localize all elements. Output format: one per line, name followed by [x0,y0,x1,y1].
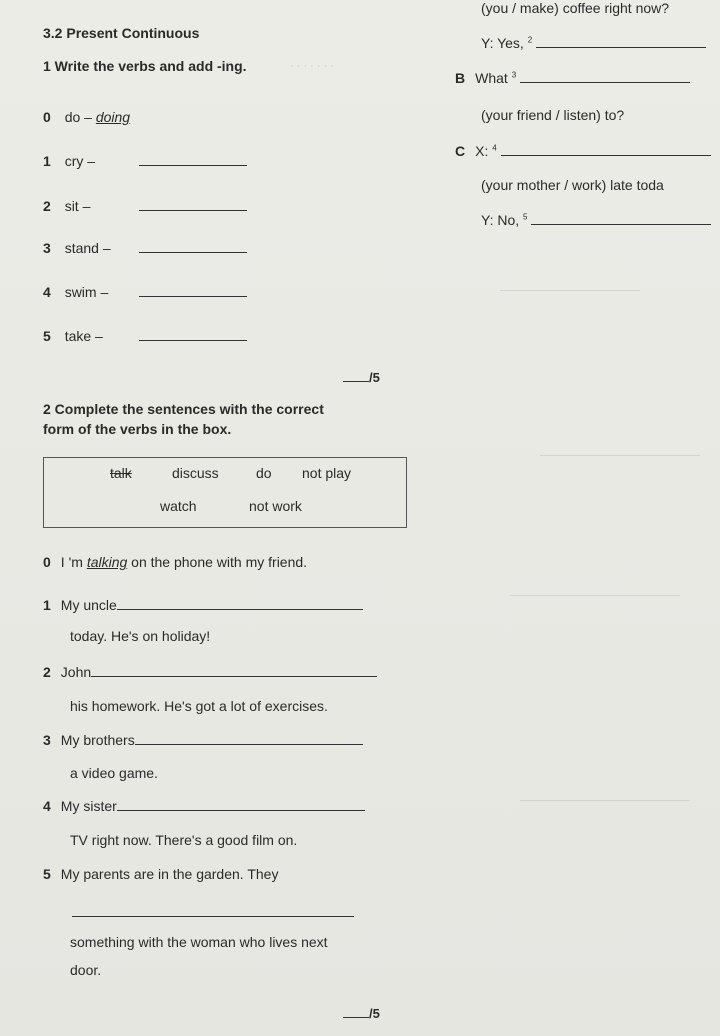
item-number: 1 [43,153,51,169]
answer-blank[interactable] [139,210,247,211]
verb-label: sit – [64,198,91,214]
answer-blank[interactable] [91,676,377,677]
score-blank[interactable] [343,381,369,382]
sentence-continuation: today. He's on holiday! [70,628,211,644]
item-number: 1 [43,597,51,613]
exercise2-heading-line1: 2 Complete the sentences with the correct [43,401,324,417]
bleed-through-line [540,455,700,456]
bleed-through-text: · · · · · · · [290,60,334,72]
answer-blank[interactable] [117,609,363,610]
item-number: 4 [43,798,51,814]
sentence-continuation: TV right now. There's a good film on. [70,832,298,848]
item-number: 5 [43,328,51,344]
verb-label: swim – [64,284,109,300]
exercise1-item-4 [43,284,247,300]
item-number: 2 [43,664,51,680]
verb-label: stand – [64,240,111,256]
exercise2-item-1 [43,597,363,613]
item-number: 2 [43,198,51,214]
answer-blank[interactable] [501,155,711,156]
blank-number: 4 [492,143,497,153]
word-box-item: discuss [172,465,219,481]
answer-blank[interactable] [139,165,247,166]
answer-blank[interactable] [536,47,706,48]
exercise2-item-5 [43,866,278,882]
answer-blank[interactable] [531,224,711,225]
bleed-through-line [520,800,690,801]
exercise1-score [343,370,380,385]
answer-blank[interactable] [520,82,690,83]
item-number: 0 [43,109,51,125]
exercise2-item-2 [43,664,377,680]
right-line-friend-listen: (your friend / listen) to? [481,107,625,123]
exercise2-example [43,554,307,570]
sentence-continuation: a video game. [70,765,158,781]
exercise1-item-2 [43,198,247,214]
sentence-continuation: his homework. He's got a lot of exercises. [70,698,328,714]
score-blank[interactable] [343,1017,369,1018]
exercise1-item-1 [43,153,247,169]
word-box-item: not work [249,498,302,514]
sentence-start: John [60,664,92,680]
answer-blank[interactable] [135,744,363,745]
right-line-no [481,212,711,228]
example-answer: doing [95,109,131,125]
speaker-x-label: X: [475,143,489,159]
answer-blank[interactable] [72,900,354,917]
word-box-item: talk [110,465,132,481]
right-line-what [455,70,690,86]
what-label: What [475,70,508,86]
word-box-item: do [256,465,272,481]
item-number: 5 [43,866,51,882]
word-box-item: watch [160,498,197,514]
exercise1-heading: 1 Write the verbs and add -ing. [43,58,247,74]
bleed-through-line [510,595,680,596]
score-total: /5 [369,1006,380,1021]
speaker-y-label: Y: No, [481,212,520,228]
sentence-start: My sister [60,798,117,814]
exercise1-item-5 [43,328,247,344]
section-letter: C [455,143,466,159]
word-box-item: not play [302,465,352,481]
unit-title: 3.2 Present Continuous [43,25,200,41]
score-total: /5 [369,370,380,385]
exercise1-example [43,109,130,125]
exercise2-item-5-blank-row [72,900,354,922]
sentence-continuation: something with the woman who lives next [70,934,328,950]
exercise2-item-3 [43,732,363,748]
item-number: 3 [43,240,51,256]
item-number: 3 [43,732,51,748]
right-line-make-coffee: (you / make) coffee right now? [481,0,670,16]
answer-blank[interactable] [139,252,247,253]
bleed-through-line [500,290,640,291]
right-line-yes [481,35,706,51]
item-number: 4 [43,284,51,300]
sentence-start: My uncle [60,597,117,613]
exercise1-item-3 [43,240,247,256]
example-answer: talking [86,554,128,570]
sentence-start: My brothers [60,732,135,748]
right-line-mother-work: (your mother / work) late toda [481,177,664,193]
section-letter: B [455,70,466,86]
answer-blank[interactable] [139,296,247,297]
verb-label: do – [64,109,92,125]
right-line-x [455,143,711,159]
exercise2-item-4 [43,798,365,814]
blank-number: 5 [523,212,528,222]
item-number: 0 [43,554,51,570]
blank-number: 3 [511,70,517,80]
sentence-start: I 'm [60,554,87,570]
sentence-start: My parents are in the garden. They [60,866,279,882]
sentence-end: on the phone with my friend. [127,554,308,570]
blank-number: 2 [527,35,533,45]
sentence-continuation: door. [70,962,102,978]
word-box [43,457,407,528]
answer-blank[interactable] [139,340,247,341]
exercise2-heading-line2: form of the verbs in the box. [43,421,232,437]
speaker-y-label: Y: Yes, [481,35,524,51]
verb-label: take – [64,328,103,344]
answer-blank[interactable] [117,810,365,811]
exercise2-score [343,1006,380,1021]
verb-label: cry – [64,153,96,169]
